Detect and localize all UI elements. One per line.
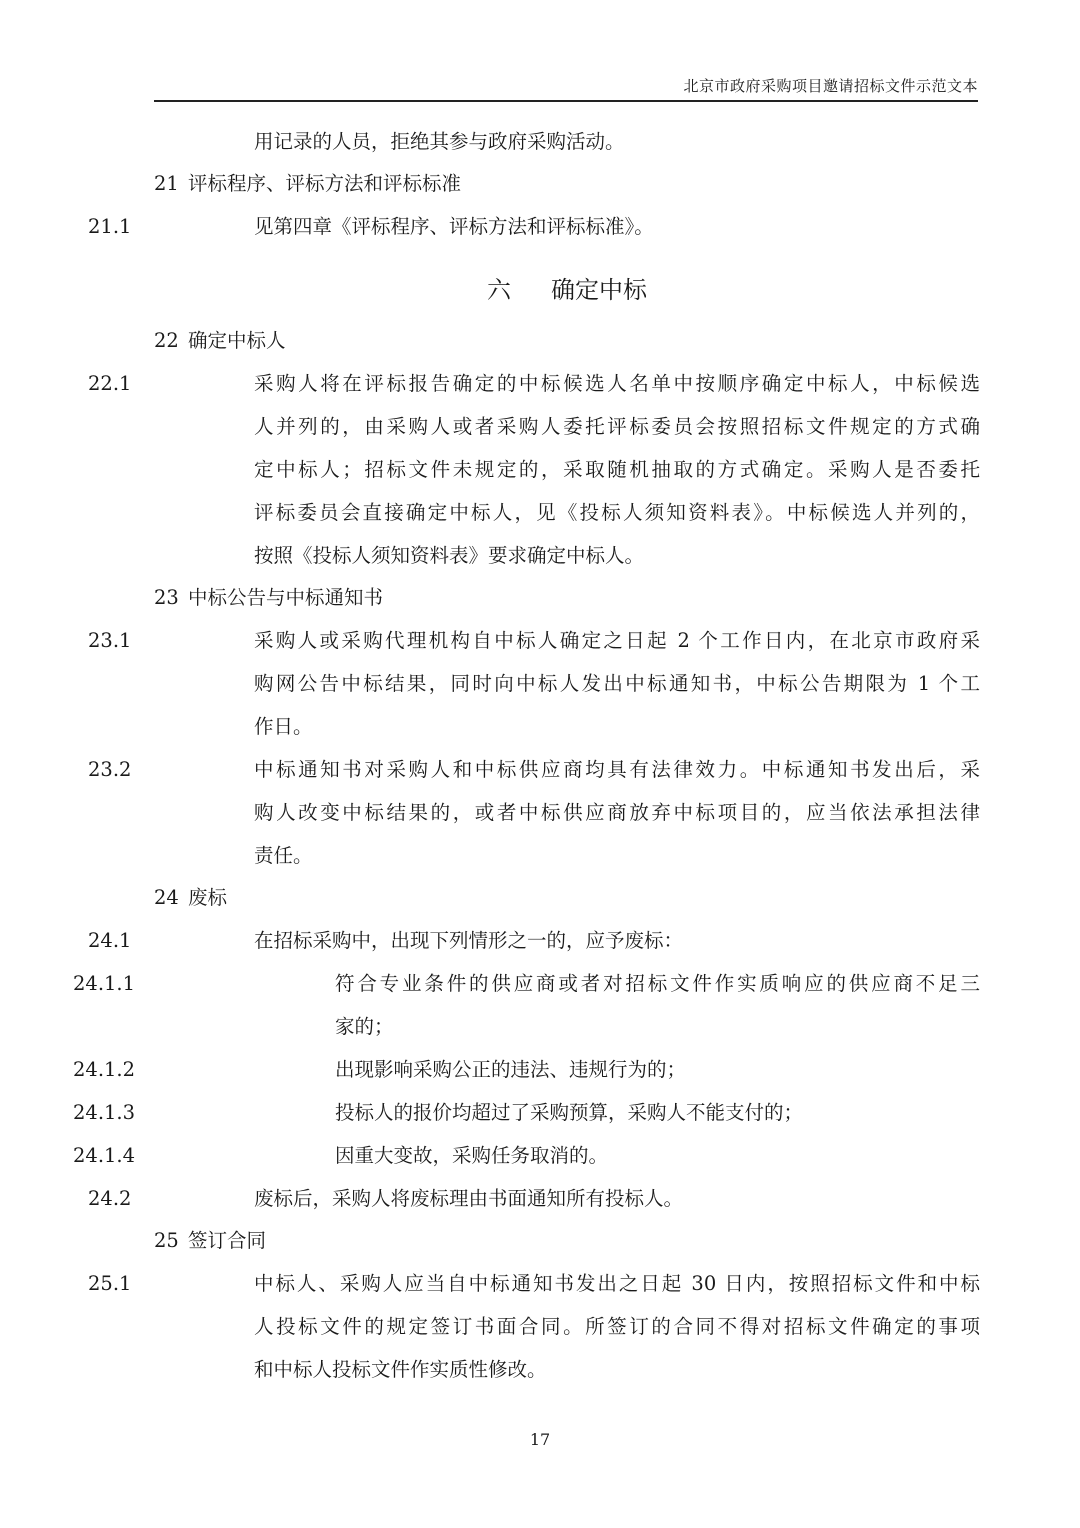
clause-text: 见第四章《评标程序、评标方法和评标标准》。 <box>254 215 654 238</box>
clause-text: 和中标人投标文件作实质性修改。 <box>254 1358 547 1381</box>
subclause-24-1-1-line <box>73 962 980 1005</box>
clause-22-1-line <box>154 491 980 534</box>
clause-23-2-line <box>154 834 980 877</box>
clause-text: 人并列的，由采购人或者采购人委托评标委员会按照招标文件规定的方式确 <box>254 415 980 438</box>
clause-23-2-line <box>88 748 980 791</box>
clause-text: 人投标文件的规定签订书面合同。所签订的合同不得对招标文件确定的事项 <box>254 1315 980 1338</box>
page-number: 17 <box>529 1430 551 1449</box>
subclause-number: 24.1.2 <box>73 1058 136 1081</box>
clause-23-1-line <box>154 705 980 748</box>
subclause-text: 符合专业条件的供应商或者对招标文件作实质响应的供应商不足三 <box>335 972 980 995</box>
subclause-number: 24.1.3 <box>73 1101 136 1124</box>
clause-text: 采购人或采购代理机构自中标人确定之日起 2 个工作日内，在北京市政府采 <box>254 629 980 652</box>
section-number: 23 <box>154 586 179 609</box>
section-title: 确定中标人 <box>188 329 286 352</box>
intro-line: 用记录的人员，拒绝其参与政府采购活动。 <box>254 130 625 153</box>
clause-text: 作日。 <box>254 715 313 738</box>
section-title: 废标 <box>188 886 228 909</box>
clause-24-2 <box>88 1177 980 1220</box>
clause-text: 在招标采购中，出现下列情形之一的，应予废标： <box>254 929 684 952</box>
document-body <box>73 120 980 1391</box>
subclause-number: 24.1.1 <box>73 972 136 995</box>
section-24-heading <box>154 877 980 919</box>
section-number: 22 <box>154 329 179 352</box>
subclause-number: 24.1.4 <box>73 1144 136 1167</box>
clause-number: 22.1 <box>88 372 132 395</box>
clause-text: 评标委员会直接确定中标人，见《投标人须知资料表》。中标候选人并列的， <box>254 501 980 524</box>
clause-25-1-line <box>88 1262 980 1305</box>
section-title: 中标公告与中标通知书 <box>188 586 384 609</box>
clause-25-1-line <box>154 1305 980 1348</box>
clause-text: 按照《投标人须知资料表》要求确定中标人。 <box>254 544 645 567</box>
clause-23-2-line <box>154 791 980 834</box>
section-number: 25 <box>154 1229 179 1252</box>
clause-23-1-line <box>154 662 980 705</box>
clause-22-1-line <box>154 534 980 577</box>
section-number: 24 <box>154 886 179 909</box>
subclause-text: 投标人的报价均超过了采购预算，采购人不能支付的； <box>335 1101 804 1124</box>
section-23-heading <box>154 577 980 619</box>
section-number: 21 <box>154 172 179 195</box>
section-22-heading <box>154 320 980 362</box>
paragraph-line <box>154 120 980 163</box>
page-header <box>154 76 978 102</box>
subclause-text: 出现影响采购公正的违法、违规行为的； <box>335 1058 687 1081</box>
clause-text: 采购人将在评标报告确定的中标候选人名单中按顺序确定中标人，中标候选 <box>254 372 980 395</box>
clause-24-1 <box>88 919 980 962</box>
clause-number: 24.1 <box>88 929 132 952</box>
subclause-24-1-2 <box>73 1048 980 1091</box>
clause-text: 定中标人；招标文件未规定的，采取随机抽取的方式确定。采购人是否委托 <box>254 458 980 481</box>
section-21-heading <box>154 163 980 205</box>
chapter-heading <box>154 270 980 310</box>
chapter-title: 确定中标 <box>551 276 647 304</box>
clause-number: 23.2 <box>88 758 132 781</box>
subclause-24-1-3 <box>73 1091 980 1134</box>
header-title: 北京市政府采购项目邀请招标文件示范文本 <box>683 77 978 95</box>
clause-number: 24.2 <box>88 1187 132 1210</box>
section-title: 签订合同 <box>188 1229 267 1252</box>
clause-22-1-line <box>88 362 980 405</box>
clause-21-1 <box>88 205 980 248</box>
clause-22-1-line <box>154 448 980 491</box>
chapter-number: 六 <box>487 276 511 304</box>
clause-number: 21.1 <box>88 215 132 238</box>
clause-text: 购网公告中标结果，同时向中标人发出中标通知书，中标公告期限为 1 个工 <box>254 672 980 695</box>
section-25-heading <box>154 1220 980 1262</box>
subclause-24-1-1-line <box>154 1005 980 1048</box>
subclause-24-1-4 <box>73 1134 980 1177</box>
clause-22-1-line <box>154 405 980 448</box>
clause-text: 废标后，采购人将废标理由书面通知所有投标人。 <box>254 1187 684 1210</box>
subclause-text: 因重大变故，采购任务取消的。 <box>335 1144 609 1167</box>
clause-text: 购人改变中标结果的，或者中标供应商放弃中标项目的，应当依法承担法律 <box>254 801 980 824</box>
clause-number: 25.1 <box>88 1272 132 1295</box>
subclause-text: 家的； <box>335 1015 394 1038</box>
page-footer <box>0 1430 1080 1449</box>
clause-25-1-line <box>154 1348 980 1391</box>
clause-23-1-line <box>88 619 980 662</box>
clause-number: 23.1 <box>88 629 132 652</box>
clause-text: 中标通知书对采购人和中标供应商均具有法律效力。中标通知书发出后，采 <box>254 758 980 781</box>
clause-text: 责任。 <box>254 844 313 867</box>
section-title: 评标程序、评标方法和评标标准 <box>188 172 462 195</box>
clause-text: 中标人、采购人应当自中标通知书发出之日起 30 日内，按照招标文件和中标 <box>254 1272 980 1295</box>
